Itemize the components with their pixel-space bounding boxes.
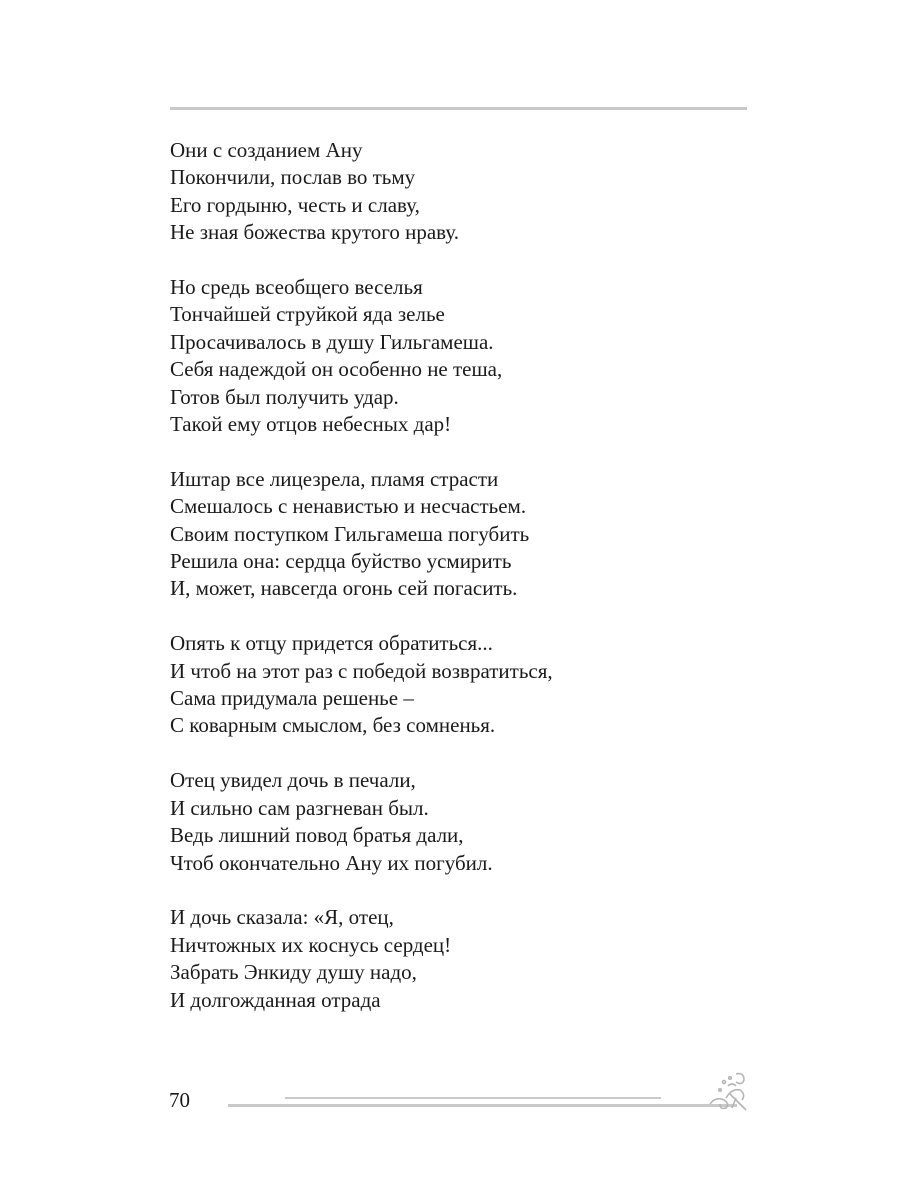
header-rule — [170, 107, 747, 110]
poem-line: Они с созданием Ану — [170, 138, 363, 162]
poem-line: И дочь сказала: «Я, отец, — [170, 905, 394, 930]
poem-line: Просачивалось в душу Гильгамеша. — [170, 329, 494, 354]
poem-line: С коварным смыслом, без сомненья. — [170, 713, 496, 738]
poem-line: Смешалось с ненавистью и несчастьем. — [170, 494, 527, 519]
stanza — [170, 904, 770, 1014]
page-number: 70 — [169, 1088, 190, 1112]
poem-line: Ничтожных их коснусь сердец! — [170, 932, 452, 957]
poem-line: Его гордыню, честь и славу, — [170, 192, 420, 217]
footer-rule-long — [228, 1104, 737, 1107]
poem-line: И, может, навсегда огонь сей погасить. — [170, 576, 518, 601]
poem-line: Опять к отцу придется обратиться... — [170, 631, 493, 656]
stanza — [170, 630, 770, 740]
poem-line: Сама придумала решенье – — [170, 686, 414, 711]
poem-line: Забрать Энкиду душу надо, — [170, 960, 417, 985]
poem-text — [170, 137, 770, 1041]
poem-line: Ведь лишний повод братья дали, — [170, 823, 464, 848]
poem-line: Не зная божества крутого нраву. — [170, 220, 460, 245]
stanza — [170, 767, 770, 877]
poem-line: Иштар все лицезрела, пламя страсти — [170, 466, 499, 491]
poem-line: Покончили, послав во тьму — [170, 165, 416, 190]
poem-line: Такой ему отцов небесных дар! — [170, 412, 452, 437]
poem-line: И долгожданная отрада — [170, 987, 381, 1012]
stanza — [170, 274, 770, 438]
poem-line: Своим поступком Гильгамеша погубить — [170, 521, 530, 546]
poem-line: Готов был получить удар. — [170, 384, 399, 409]
poem-line: И чтоб на этот раз с победой возвратиться, — [170, 658, 553, 683]
poem-line: Себя надеждой он особенно не теша, — [170, 357, 503, 382]
poem-line: Тончайшей струйкой яда зелье — [170, 302, 445, 327]
floral-ornament-icon — [706, 1068, 750, 1112]
poem-line: Отец увидел дочь в печали, — [170, 768, 416, 793]
poem-line: И сильно сам разгневан был. — [170, 795, 429, 820]
poem-line: Но средь всеобщего веселья — [170, 275, 423, 300]
stanza — [170, 466, 770, 603]
poem-line: Чтоб окончательно Ану их погубил. — [170, 850, 493, 875]
footer-rule-short — [285, 1097, 661, 1099]
stanza — [170, 137, 770, 247]
poem-line: Решила она: сердца буйство усмирить — [170, 549, 512, 574]
